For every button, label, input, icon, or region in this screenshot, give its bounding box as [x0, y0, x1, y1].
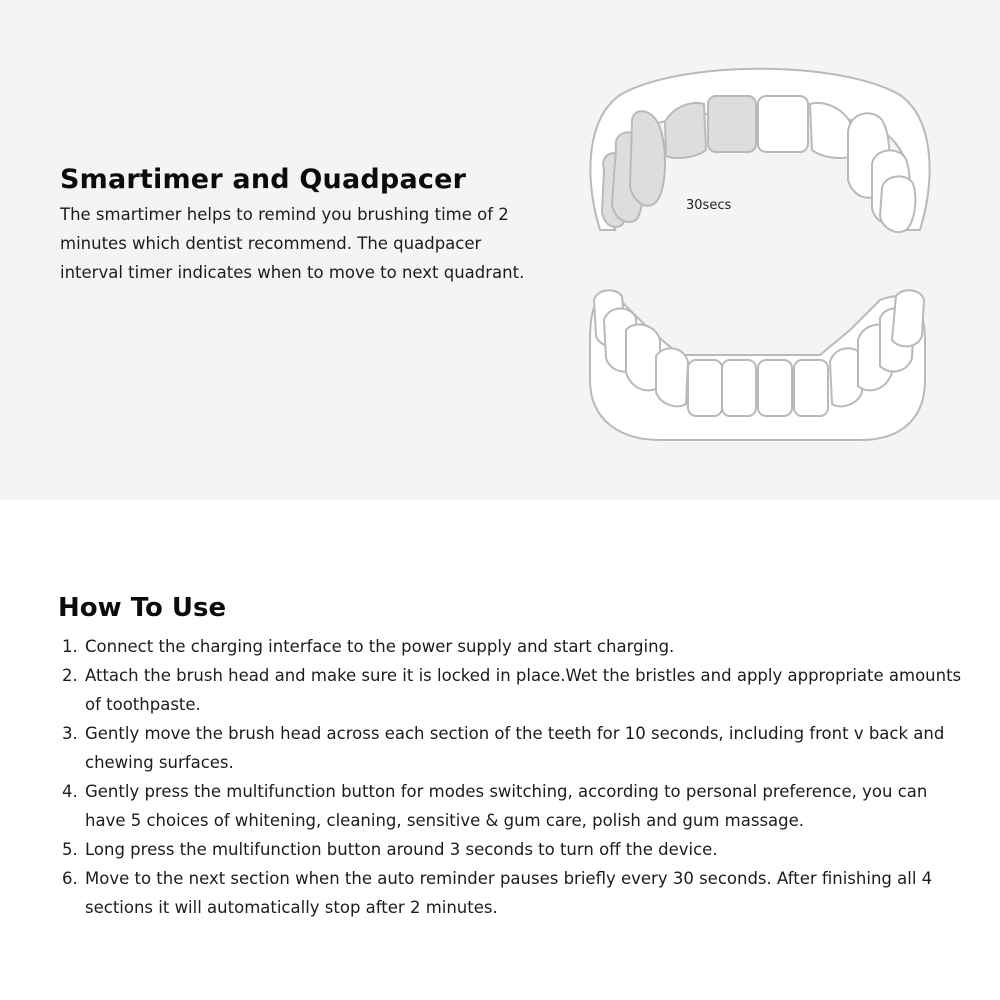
upper-left-incisor	[708, 96, 756, 152]
steps-list	[62, 632, 962, 922]
step-number: 3.	[62, 724, 78, 743]
step-number: 2.	[62, 666, 78, 685]
upper-right-incisor	[758, 96, 808, 152]
step-text: Long press the multifunction button around 3 seconds to turn off the device.	[85, 840, 718, 859]
step-number: 1.	[62, 637, 78, 656]
lower-incisor-4	[794, 360, 828, 416]
feature-title: Smartimer and Quadpacer	[60, 164, 467, 195]
feature-description: The smartimer helps to remind you brushing time of 2 minutes which dentist recommend. The quadpacer interval timer indicates when to move to next quadrant.	[60, 205, 525, 282]
step-text: Gently move the brush head across each section of the teeth for 10 seconds, including front v back and chewing surfaces.	[85, 724, 945, 772]
step-item	[62, 777, 962, 835]
step-text: Attach the brush head and make sure it is locked in place.Wet the bristles and apply appropriate amounts of toothpaste.	[85, 666, 962, 714]
timer-label: 30secs	[686, 198, 732, 213]
step-item	[62, 719, 962, 777]
lower-right-molar-3	[892, 290, 924, 346]
step-item	[62, 864, 962, 922]
lower-incisor-3	[758, 360, 792, 416]
step-number: 4.	[62, 782, 78, 801]
teeth-diagram	[580, 60, 940, 450]
step-text: Move to the next section when the auto reminder pauses briefly every 30 seconds. After finishing all 4 sections it will automatically stop after 2 minutes.	[85, 869, 933, 917]
upper-right-molar-3	[880, 176, 915, 232]
how-to-use-title: How To Use	[58, 593, 227, 623]
lower-incisor-1	[688, 360, 722, 416]
upper-left-molar-1	[630, 111, 665, 205]
step-item	[62, 632, 962, 661]
lower-left-molar-1	[626, 325, 660, 391]
step-number: 5.	[62, 840, 78, 859]
step-item	[62, 835, 962, 864]
step-item	[62, 661, 962, 719]
step-text: Connect the charging interface to the power supply and start charging.	[85, 637, 675, 656]
lower-incisor-2	[722, 360, 756, 416]
step-text: Gently press the multifunction button for modes switching, according to personal preference, you can have 5 choices of whitening, cleaning, sensitive & gum care, polish and gum massage.	[85, 782, 928, 830]
step-number: 6.	[62, 869, 78, 888]
lower-left-premolar	[656, 348, 688, 406]
